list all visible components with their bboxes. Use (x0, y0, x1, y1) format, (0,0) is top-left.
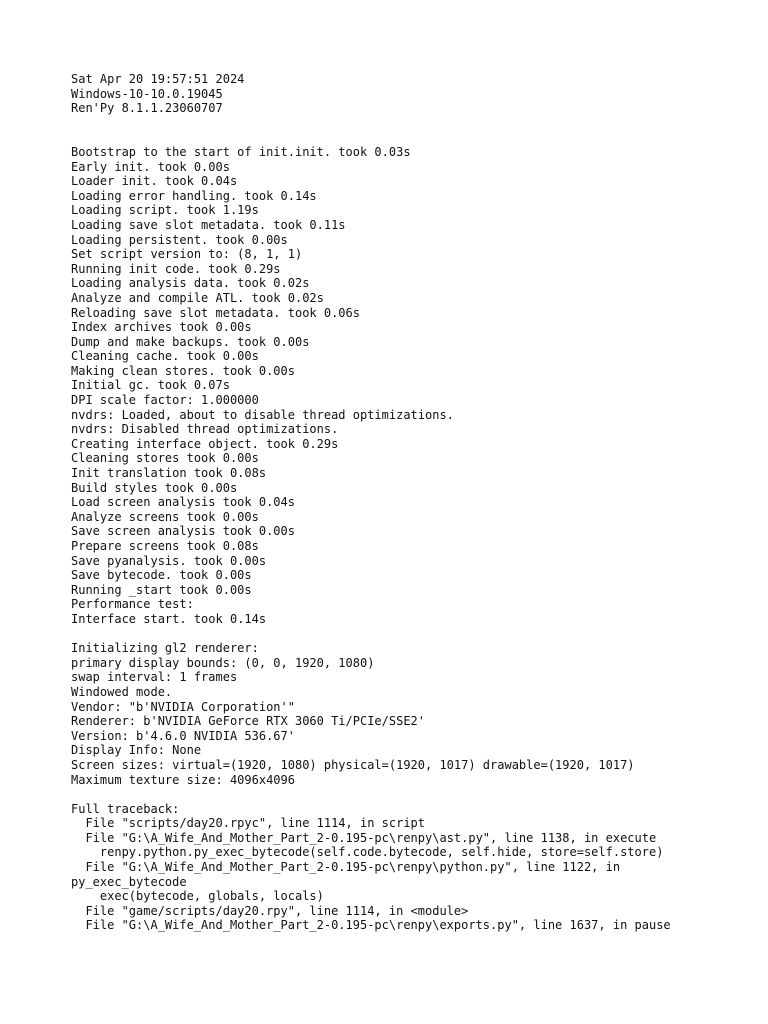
renderer-log-line: swap interval: 1 frames (71, 670, 238, 685)
log-platform: Windows-10-10.0.19045 (71, 86, 223, 101)
log-line: Making clean stores. took 0.00s (71, 363, 295, 378)
log-line: Running init code. took 0.29s (71, 261, 281, 276)
log-line: Running _start took 0.00s (71, 582, 252, 597)
log-line: Cleaning cache. took 0.00s (71, 349, 259, 364)
log-line: Interface start. took 0.14s (71, 611, 267, 626)
traceback-title: Full traceback: (71, 801, 180, 816)
traceback-line: File "scripts/day20.rpyc", line 1114, in script (71, 816, 426, 831)
log-line: Init translation took 0.08s (71, 466, 267, 481)
log-line: Loader init. took 0.04s (71, 174, 238, 189)
traceback-line: File "G:\A_Wife_And_Mother_Part_2-0.195-pc\renpy\ast.py", line 1138, in execute (71, 830, 657, 845)
log-document (71, 72, 731, 933)
log-line: Save bytecode. took 0.00s (71, 568, 252, 583)
log-line: Performance test: (71, 597, 194, 612)
log-line: nvdrs: Loaded, about to disable thread optimizations. (71, 407, 454, 422)
traceback-line: renpy.python.py_exec_bytecode(self.code.bytecode, self.hide, store=self.store) (71, 845, 664, 860)
log-line: Early init. took 0.00s (71, 159, 230, 174)
log-line: Loading save slot metadata. took 0.11s (71, 217, 346, 232)
log-line: DPI scale factor: 1.000000 (71, 393, 259, 408)
traceback-line: File "game/scripts/day20.rpy", line 1114, in <module> (71, 903, 469, 918)
log-line: Bootstrap to the start of init.init. took 0.03s (71, 144, 411, 159)
log-timestamp: Sat Apr 20 19:57:51 2024 (71, 72, 245, 86)
section-spacer (71, 116, 731, 145)
renderer-log-line: Renderer: b'NVIDIA GeForce RTX 3060 Ti/PCIe/SSE2' (71, 714, 426, 729)
log-line: Cleaning stores took 0.00s (71, 451, 259, 466)
traceback-line: File "G:\A_Wife_And_Mother_Part_2-0.195-pc\renpy\python.py", line 1122, in (71, 860, 621, 875)
renderer-log-line: Vendor: "b'NVIDIA Corporation'" (71, 699, 295, 714)
renderer-log-line: Screen sizes: virtual=(1920, 1080) physical=(1920, 1017) drawable=(1920, 1017) (71, 757, 635, 772)
log-line: Initial gc. took 0.07s (71, 378, 230, 393)
log-line: Set script version to: (8, 1, 1) (71, 247, 303, 262)
log-line: Save screen analysis took 0.00s (71, 524, 295, 539)
renderer-log-line: Initializing gl2 renderer: (71, 641, 259, 656)
log-line: Index archives took 0.00s (71, 320, 252, 335)
log-line: Loading error handling. took 0.14s (71, 188, 317, 203)
log-line: Loading analysis data. took 0.02s (71, 276, 310, 291)
log-line: Creating interface object. took 0.29s (71, 436, 339, 451)
log-line: nvdrs: Disabled thread optimizations. (71, 422, 339, 437)
renderer-log-line: Version: b'4.6.0 NVIDIA 536.67' (71, 728, 295, 743)
section-spacer (71, 627, 731, 642)
traceback-line: File "G:\A_Wife_And_Mother_Part_2-0.195-pc\renpy\exports.py", line 1637, in pause (71, 918, 671, 933)
log-line: Save pyanalysis. took 0.00s (71, 553, 267, 568)
log-line: Reloading save slot metadata. took 0.06s (71, 305, 360, 320)
init-log-section (71, 145, 731, 627)
log-line: Dump and make backups. took 0.00s (71, 334, 310, 349)
traceback-section (71, 802, 731, 933)
log-renpy-version: Ren'Py 8.1.1.23060707 (71, 101, 223, 116)
log-line: Load screen analysis took 0.04s (71, 495, 295, 510)
log-line: Loading persistent. took 0.00s (71, 232, 288, 247)
traceback-line: py_exec_bytecode (71, 874, 187, 889)
renderer-log-line: primary display bounds: (0, 0, 1920, 1080) (71, 655, 375, 670)
log-line: Analyze screens took 0.00s (71, 509, 259, 524)
log-line: Analyze and compile ATL. took 0.02s (71, 290, 324, 305)
section-spacer (71, 787, 731, 802)
log-line: Prepare screens took 0.08s (71, 539, 259, 553)
renderer-log-line: Maximum texture size: 4096x4096 (71, 772, 295, 787)
traceback-line: exec(bytecode, globals, locals) (71, 889, 324, 904)
renderer-log-line: Windowed mode. (71, 684, 173, 699)
renderer-log-line: Display Info: None (71, 743, 202, 758)
log-line: Build styles took 0.00s (71, 480, 238, 495)
renderer-log-section (71, 641, 731, 787)
log-line: Loading script. took 1.19s (71, 203, 259, 218)
